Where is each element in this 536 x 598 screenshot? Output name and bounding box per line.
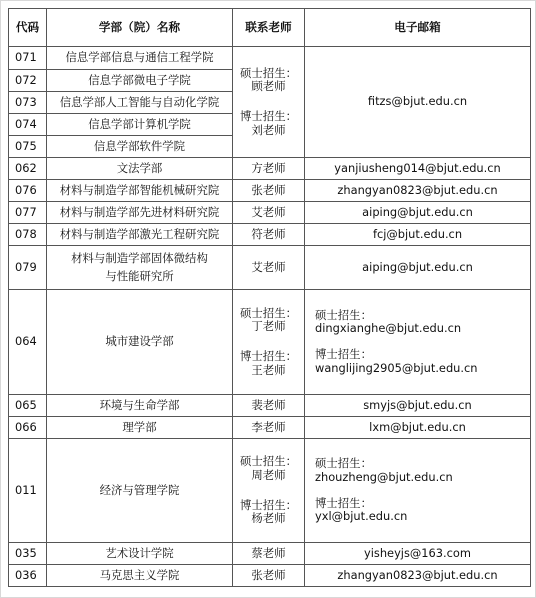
- row-code: 078: [9, 224, 47, 246]
- table-row: [9, 47, 531, 70]
- urban-phd-label: 博士招生：: [240, 349, 297, 363]
- info-master-label: 硕士招生：: [240, 65, 297, 80]
- econ-phd-teacher: 杨老师: [251, 511, 286, 526]
- row-code: 073: [9, 92, 47, 114]
- table-row: [9, 202, 531, 224]
- table-row: [9, 395, 531, 417]
- urban-email-master: dingxianghe@bjut.edu.cn: [315, 321, 462, 336]
- row-dept: 材料与制造学部激光工程研究院: [47, 224, 233, 246]
- info-master-teacher: 顾老师: [251, 79, 286, 94]
- row-teacher: 张老师: [233, 565, 305, 587]
- table-row: [9, 180, 531, 202]
- table-row: [9, 246, 531, 290]
- row-code: 079: [9, 246, 47, 290]
- row-code: 035: [9, 543, 47, 565]
- row-teacher: 蔡老师: [233, 543, 305, 565]
- econ-phd-label: 博士招生：: [240, 497, 297, 512]
- row-code: 077: [9, 202, 47, 224]
- row-email: yanjiusheng014@bjut.edu.cn: [305, 158, 531, 180]
- urban-master-label: 硕士招生：: [240, 305, 297, 320]
- row-code: 071: [9, 47, 47, 70]
- table-row: [9, 565, 531, 587]
- econ-email-phd-label: 博士招生：: [315, 495, 372, 510]
- row-dept: 城市建设学部: [47, 290, 233, 395]
- row-email: zhangyan0823@bjut.edu.cn: [305, 180, 531, 202]
- row-dept-line1: 材料与制造学部固体微结构: [71, 250, 208, 265]
- info-phd-label: 博士招生：: [240, 109, 297, 123]
- row-email: aiping@bjut.edu.cn: [305, 246, 531, 290]
- econ-email-cell: [305, 439, 531, 543]
- row-email: zhangyan0823@bjut.edu.cn: [305, 565, 531, 587]
- row-email: aiping@bjut.edu.cn: [305, 202, 531, 224]
- urban-email-phd: wanglijing2905@bjut.edu.cn: [315, 360, 478, 375]
- econ-teacher-cell: [233, 439, 305, 543]
- row-dept: 信息学部微电子学院: [47, 70, 233, 92]
- urban-phd-teacher: 王老师: [251, 362, 286, 377]
- info-teacher-cell: [233, 47, 305, 158]
- row-dept: 马克思主义学院: [47, 565, 233, 587]
- row-dept: 信息学部软件学院: [47, 136, 233, 158]
- urban-email-cell: [305, 290, 531, 395]
- row-dept: 材料与制造学部智能机械研究院: [47, 180, 233, 202]
- row-code: 075: [9, 136, 47, 158]
- row-email: smyjs@bjut.edu.cn: [305, 395, 531, 417]
- row-dept: [47, 246, 233, 290]
- table-row: [9, 224, 531, 246]
- econ-master-teacher: 周老师: [251, 467, 286, 482]
- row-dept: 理学部: [47, 417, 233, 439]
- header-email: 电子邮箱: [305, 9, 531, 47]
- row-code: 062: [9, 158, 47, 180]
- row-code: 065: [9, 395, 47, 417]
- row-code: 011: [9, 439, 47, 543]
- row-dept: 信息学部信息与通信工程学院: [47, 47, 233, 70]
- row-teacher: 李老师: [233, 417, 305, 439]
- urban-email-phd-label: 博士招生：: [315, 347, 372, 361]
- info-phd-teacher: 刘老师: [251, 122, 286, 137]
- table-row: [9, 543, 531, 565]
- table-row: [9, 290, 531, 395]
- row-code: 074: [9, 114, 47, 136]
- row-dept: 经济与管理学院: [47, 439, 233, 543]
- row-dept: 环境与生命学部: [47, 395, 233, 417]
- econ-email-master-label: 硕士招生：: [315, 456, 372, 471]
- table-row: [9, 439, 531, 543]
- row-code: 066: [9, 417, 47, 439]
- row-teacher: 符老师: [233, 224, 305, 246]
- table-row: [9, 417, 531, 439]
- table-row: [9, 158, 531, 180]
- header-row: [9, 9, 531, 47]
- row-dept-line2: 与性能研究所: [105, 268, 174, 283]
- econ-email-phd: yxl@bjut.edu.cn: [315, 509, 408, 524]
- row-teacher: 裴老师: [233, 395, 305, 417]
- row-dept: 文法学部: [47, 158, 233, 180]
- row-dept: 信息学部人工智能与自动化学院: [47, 92, 233, 114]
- info-email-cell: fitzs@bjut.edu.cn: [305, 47, 531, 158]
- row-teacher: 艾老师: [233, 202, 305, 224]
- contact-table: [8, 8, 531, 587]
- row-teacher: 艾老师: [233, 246, 305, 290]
- row-teacher: 张老师: [233, 180, 305, 202]
- row-dept: 材料与制造学部先进材料研究院: [47, 202, 233, 224]
- row-code: 072: [9, 70, 47, 92]
- row-email: lxm@bjut.edu.cn: [305, 417, 531, 439]
- header-code: 代码: [9, 9, 47, 47]
- header-teacher: 联系老师: [233, 9, 305, 47]
- row-code: 036: [9, 565, 47, 587]
- row-teacher: 方老师: [233, 158, 305, 180]
- row-dept: 信息学部计算机学院: [47, 114, 233, 136]
- urban-email-master-label: 硕士招生：: [315, 307, 372, 322]
- row-code: 076: [9, 180, 47, 202]
- econ-email-master: zhouzheng@bjut.edu.cn: [315, 469, 453, 484]
- urban-teacher-cell: [233, 290, 305, 395]
- row-email: fcj@bjut.edu.cn: [305, 224, 531, 246]
- row-code: 064: [9, 290, 47, 395]
- econ-master-label: 硕士招生：: [240, 454, 297, 469]
- row-email: yisheyjs@163.com: [305, 543, 531, 565]
- urban-master-teacher: 丁老师: [251, 319, 286, 334]
- header-dept: 学部（院）名称: [47, 9, 233, 47]
- row-dept: 艺术设计学院: [47, 543, 233, 565]
